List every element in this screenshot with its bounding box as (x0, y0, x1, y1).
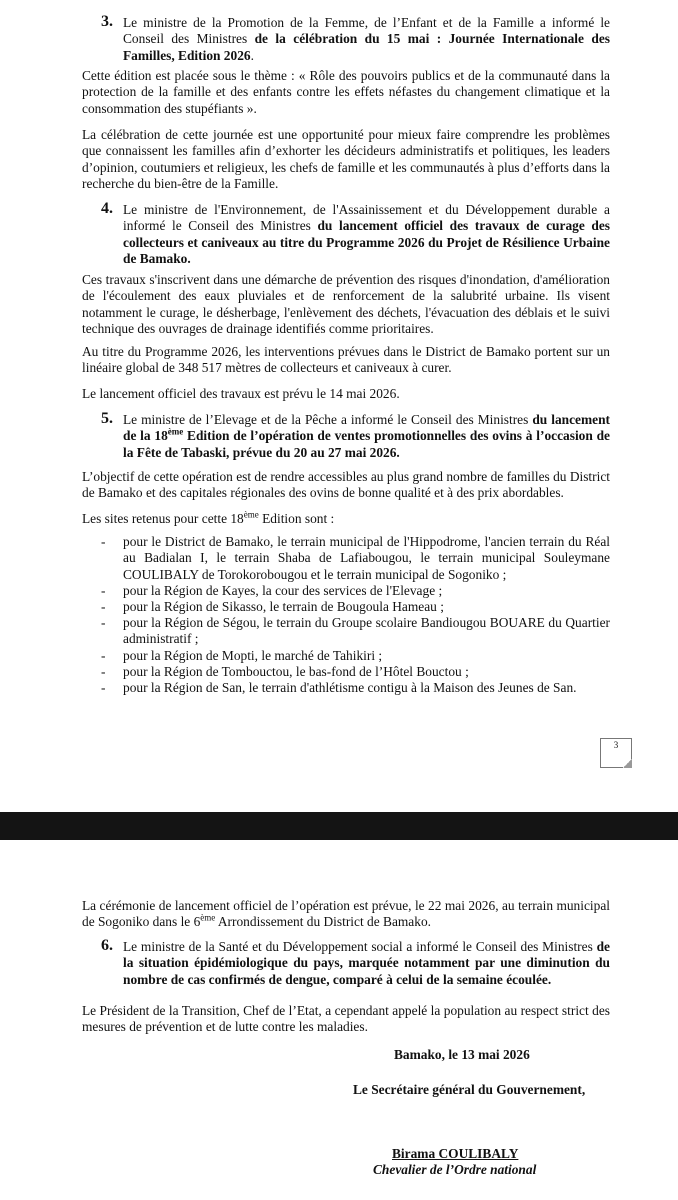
list-bullet: - (101, 583, 106, 598)
place-and-date: Bamako, le 13 mai 2026 (394, 1047, 530, 1062)
site-item-san: pour la Région de San, le terrain d'athlétisme contigu à la Maison des Jeunes de San. (123, 680, 577, 695)
site-item-mopti: pour la Région de Mopti, le marché de Tahikiri ; (123, 648, 383, 663)
item-4-launch-date: Le lancement officiel des travaux est prévu le 14 mai 2026. (82, 386, 400, 401)
page-separator (0, 812, 678, 840)
item-3-intro: Le ministre de la Promotion de la Femme, de l’Enfant et de la Famille a informé le Conseil des Ministres de la célébration du 15 mai : Journée Internationale des Familles, Edition 2026. (123, 15, 610, 63)
item-4-intro: Le ministre de l'Environnement, de l'Assainissement et du Développement durable a informé le Conseil des Ministres du lancement officiel des travaux de curage des collecteurs et caniveaux au titre du Programme 2026 du Projet de Résilience Urbaine de Bamako. (123, 202, 610, 266)
list-bullet: - (101, 648, 106, 663)
site-item-segou: pour la Région de Ségou, le terrain du Groupe scolaire Bandiougou BOUARE du Quartier administratif ; (123, 615, 610, 647)
page-number: 3 (613, 740, 619, 750)
list-bullet: - (101, 615, 106, 630)
item-4-programme-paragraph: Au titre du Programme 2026, les interventions prévues dans le District de Bamako portent sur un linéaire global de 348 517 mètres de collecteurs et caniveaux à curer. (82, 344, 610, 376)
page-number-box (600, 738, 632, 768)
item-6-number: 6. (101, 937, 113, 954)
item-5-number: 5. (101, 410, 113, 427)
item-3-theme-paragraph: Cette édition est placée sous le thème : « Rôle des pouvoirs publics et de la communauté dans la protection de la famille et des enfants contre les effets néfastes du changement climatique et la consommation des stupéfiants ». (82, 68, 610, 116)
signatory-name: Birama COULIBALY (392, 1146, 519, 1161)
list-bullet: - (101, 534, 106, 549)
secretary-title: Le Secrétaire général du Gouvernement, (353, 1082, 586, 1097)
site-item-sikasso: pour la Région de Sikasso, le terrain de Bougoula Hameau ; (123, 599, 444, 614)
president-paragraph: Le Président de la Transition, Chef de l’Etat, a cependant appelé la population au respect strict des mesures de prévention et de lutte contre les maladies. (82, 1003, 610, 1035)
item-3-opportunity-paragraph: La célébration de cette journée est une opportunité pour mieux faire comprendre les problèmes que connaissent les familles afin d’exhorter les décideurs administratifs et politiques, les leaders d’opinion, coutumiers et religieux, les chefs de famille et les communautés à plus d’efforts dans la recherche du bien-être de la Famille. (82, 127, 610, 191)
signatory-distinction: Chevalier de l’Ordre national (373, 1162, 537, 1177)
ceremony-paragraph: La cérémonie de lancement officiel de l’opération est prévue, le 22 mai 2026, au terrain municipal de Sogoniko dans le 6ème Arrondissement du District de Bamako. (82, 898, 610, 930)
site-item-kayes: pour la Région de Kayes, la cour des services de l'Elevage ; (123, 583, 443, 598)
item-5-sites-intro: Les sites retenus pour cette 18ème Edition sont : (82, 509, 335, 526)
item-5-intro: Le ministre de l’Elevage et de la Pêche a informé le Conseil des Ministres du lancement de la 18ème Edition de l’opération de ventes promotionnelles des ovins à l’occasion de la Fête de Tabaski, prévue du 20 au 27 mai 2026. (123, 412, 610, 460)
item-4-number: 4. (101, 200, 113, 217)
list-bullet: - (101, 664, 106, 679)
site-item-bamako: pour le District de Bamako, le terrain municipal de l'Hippodrome, l'ancien terrain du Réal au Badialan I, le terrain Shaba de Lafiabougou, le terrain municipal Souleymane COULIBALY de Torokorobougou et le terrain municipal de Sogoniko ; (123, 534, 610, 582)
item-4-works-paragraph: Ces travaux s'inscrivent dans une démarche de prévention des risques d'inondation, d'amélioration de l'écoulement des eaux pluviales et de renforcement de la salubrité urbaine. Ils visent notamment le curage, le désherbage, l'enlèvement des déchets, l'évacuation des déblais et le suivi technique des ouvrages de drainage identifiés comme prioritaires. (82, 272, 610, 336)
item-3-number: 3. (101, 13, 113, 30)
item-5-objective-paragraph: L’objectif de cette opération est de rendre accessibles au plus grand nombre de familles du District de Bamako et des capitales régionales des ovins de bonne qualité et à des prix abordables. (82, 469, 610, 501)
list-bullet: - (101, 599, 106, 614)
item-6-intro: Le ministre de la Santé et du Développement social a informé le Conseil des Ministres de la situation épidémiologique du pays, marquée notamment par une diminution du nombre de cas confirmés de dengue, comparé à celui de la semaine écoulée. (123, 939, 610, 987)
site-item-tombouctou: pour la Région de Tombouctou, le bas-fond de l’Hôtel Bouctou ; (123, 664, 469, 679)
document-page-2 (0, 840, 678, 1200)
list-bullet: - (101, 680, 106, 695)
